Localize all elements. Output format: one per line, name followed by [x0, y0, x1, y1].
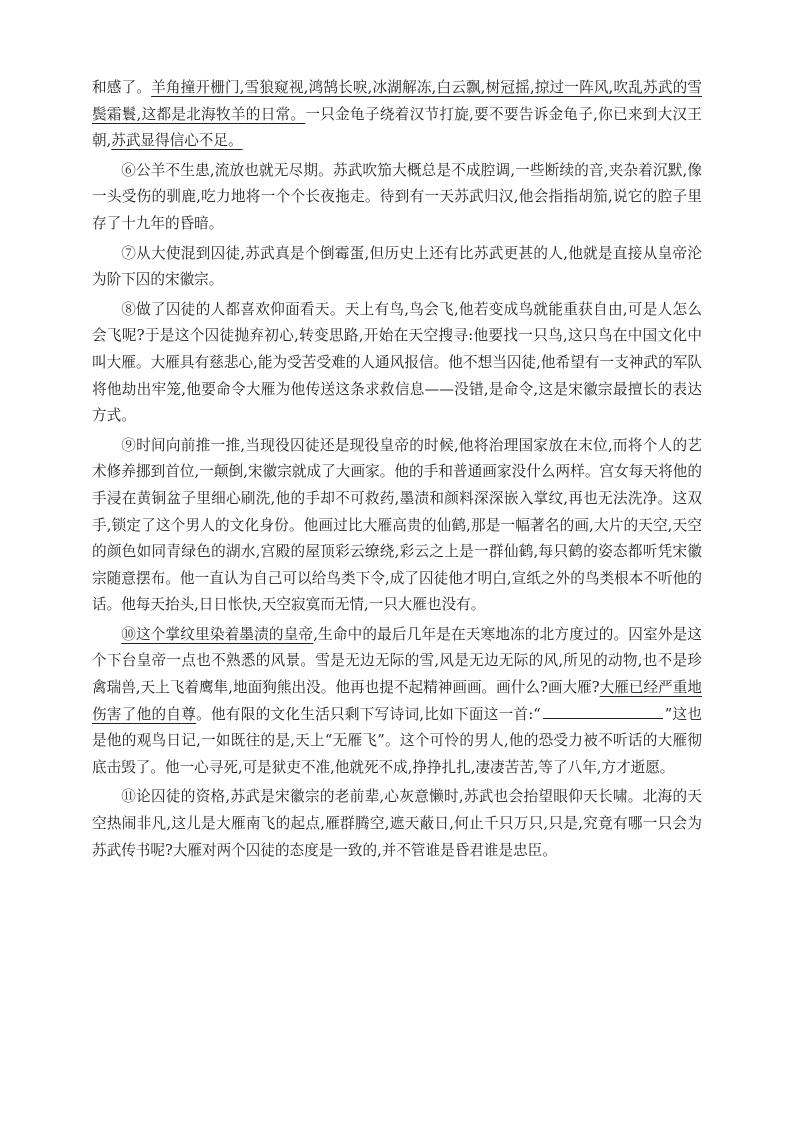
underlined-text: 羊角撞开栅门,雪狼窥视,鸿鹄长唳,冰湖解冻,白云飘,树冠摇,掠过一阵风,吹乱苏武的雪鬓霜鬟,这都是北海牧羊的日常。 — [92, 79, 702, 123]
paragraph-7: ⑦从大使混到囚徒,苏武真是个倒霉蛋,但历史上还有比苏武更甚的人,他就是直接从皇帝沦为阶下囚的宋徽宗。 — [92, 244, 702, 289]
paragraph-8: ⑧做了囚徒的人都喜欢仰面看天。天上有鸟,鸟会飞,他若变成鸟就能重获自由,可是人怎么会飞呢?于是这个囚徒抛弃初心,转变思路,开始在天空搜寻:他要找一只鸟,这只鸟在中国文化中叫大雁。大雁具有慈悲心,能为受苦受难的人通风报信。他不想当囚徒,他希望有一支神武的军队将他劫出牢笼,他要命令大雁为他传送这条求救信息——没错,是命令,这是宋徽宗最擅长的表达方式。 — [92, 300, 702, 425]
text-span: 一只金龟子绕着汉节打旋,要不要告诉金龟子,你已来到大汉王朝, — [92, 105, 703, 150]
paragraph-10 — [92, 622, 702, 782]
fill-in-blank — [543, 717, 663, 719]
underlined-text: 大雁已经严重地伤害了他的自尊 — [92, 679, 702, 723]
text-span: ,生命中的最后几年是在天寒地冻的北方度过的。囚室外是这个下台皇帝一点也不熟悉的风景。雪是无边无际的雪,风是无边无际的风,所见的动物,也不是珍禽瑞兽,天上飞着鹰隼,地面狗熊出没。他再也提不起精神画画。画什么?画大雁? — [92, 625, 702, 697]
text-span: ”这也是他的观鸟日记,一如既往的是,天上“无雁飞”。这个可怜的男人,他的恐受力被不听话的大雁彻底击毁了。他一心寻死,可是狱吏不准,他就死不成,挣挣扎扎,凄凄苦苦,等了八年,方才逝愿。 — [92, 705, 702, 776]
paragraph-6: ⑥公羊不生患,流放也就无尽期。苏武吹笳大概总是不成腔调,一些断续的音,夹杂着沉默,像一头受伤的驯鹿,吃力地将一个个长夜拖走。待到有一天苏武归汉,他会指指胡笳,说它的腔子里存了十九年的昏暗。 — [92, 161, 702, 232]
paragraph-intro — [92, 75, 702, 155]
underlined-text: 苏武显得信心不足。 — [111, 132, 243, 150]
text-span: 和感了。 — [92, 79, 152, 96]
underlined-text: ⑩这个掌纹里染着墨渍的皇帝 — [121, 625, 314, 643]
paragraph-9: ⑨时间向前推一推,当现役囚徒还是现役皇帝的时候,他将治理国家放在末位,而将个人的艺术修养挪到首位,一颠倒,宋徽宗就成了大画家。他的手和普通画家没什么两样。宫女每天将他的手浸在黄铜盆子里细心刷洗,他的手却不可救药,墨渍和颜料深深嵌入掌纹,再也无法洗净。这双手,锁定了这个男人的文化身份。他画过比大雁高贵的仙鹤,那是一幅著名的画,大片的天空,天空的颜色如同青绿色的湖水,宫殿的屋顶彩云缭绕,彩云之上是一群仙鹤,每只鹤的姿态都听凭宋徽宗随意摆布。他一直认为自己可以给鸟类下令,成了囚徒他才明白,宣纸之外的鸟类根本不听他的话。他每天抬头,日日怅快,天空寂寞而无情,一只大雁也没有。 — [92, 436, 702, 614]
text-span: 。他有限的文化生活只剩下写诗词,比如下面这一首:“ — [196, 705, 541, 723]
paragraph-11: ⑪论囚徒的资格,苏武是宋徽宗的老前辈,心灰意懒时,苏武也会抬望眼仰天长啸。北海的天空热闹非凡,这儿是大雁南飞的起点,雁群腾空,遮天蔽日,何止千只万只,只是,究竟有哪一只会为苏武传书呢?大雁对两个囚徒的态度是一致的,并不管谁是昏君谁是忠臣。 — [92, 788, 702, 859]
document-page — [92, 75, 702, 867]
